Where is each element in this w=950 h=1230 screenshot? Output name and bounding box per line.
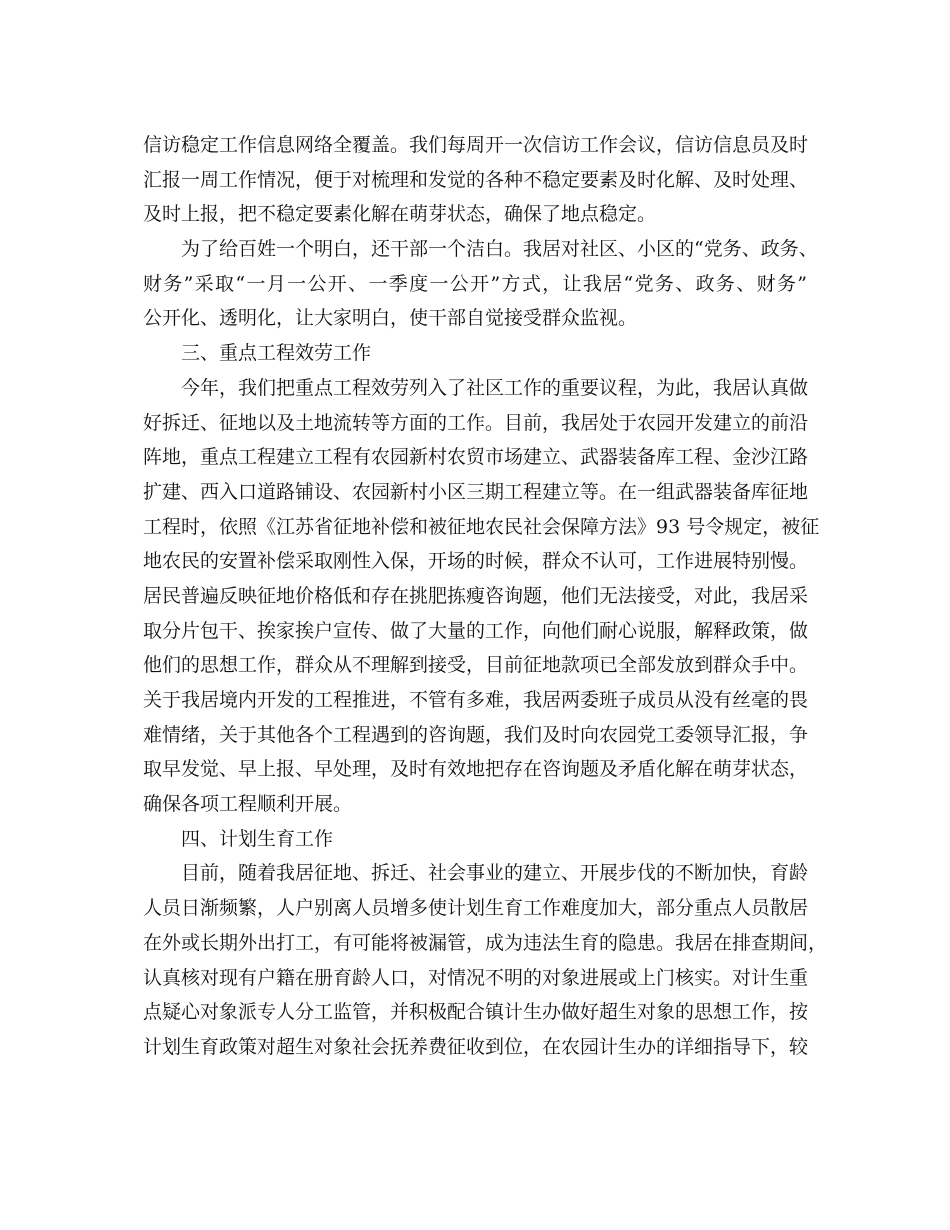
text-line: 工程时，依照《江苏省征地补偿和被征地农民社会保障方法》93 号令规定，被征	[143, 515, 820, 538]
text-line: 居民普遍反映征地价格低和存在挑肥拣瘦咨询题，他们无法接受，对此，我居采	[143, 584, 809, 607]
text-line: 认真核对现有户籍在册育龄人口，对情况不明的对象进展或上门核实。对计生重	[143, 966, 809, 989]
text-line: 财务”采取“一月一公开、一季度一公开”方式，让我居“党务、政务、财务”	[143, 272, 807, 295]
section-heading: 四、计划生育工作	[181, 827, 334, 850]
text-line: 地农民的安置补偿采取刚性入保，开场的时候，群众不认可，工作进展特别慢。	[143, 550, 809, 573]
text-line: 公开化、透明化，让大家明白，使干部自觉接受群众监视。	[143, 307, 638, 330]
section-heading: 三、重点工程效劳工作	[181, 342, 372, 365]
document-body	[143, 128, 828, 1065]
paragraph-first-line: 今年，我们把重点工程效劳列入了社区工作的重要议程，为此，我居认真做	[181, 376, 809, 399]
text-line: 他们的思想工作，群众从不理解到接受，目前征地款项已全部发放到群众手中。	[143, 654, 809, 677]
text-line: 确保各项工程顺利开展。	[143, 793, 353, 816]
text-line: 阵地，重点工程建立工程有农园新村农贸市场建立、武器装备库工程、金沙江路	[143, 446, 809, 469]
text-line: 取分片包干、挨家挨户宣传、做了大量的工作，向他们耐心说服，解释政策，做	[143, 619, 809, 642]
text-line: 点疑心对象派专人分工监管，并积极配合镇计生办做好超生对象的思想工作，按	[143, 1001, 809, 1024]
text-line: 及时上报，把不稳定要素化解在萌芽状态，确保了地点稳定。	[143, 203, 657, 226]
text-line: 在外或长期外出打工，有可能将被漏管，成为违法生育的隐患。我居在排查期间，	[143, 931, 828, 954]
paragraph-first-line: 目前，随着我居征地、拆迁、社会事业的建立、开展步伐的不断加快，育龄	[181, 862, 809, 885]
text-line: 难情绪，关于其他各个工程遇到的咨询题，我们及时向农园党工委领导汇报，争	[143, 723, 809, 746]
text-line: 信访稳定工作信息网络全覆盖。我们每周开一次信访工作会议，信访信息员及时	[143, 134, 809, 156]
text-line: 扩建、西入口道路铺设、农园新村小区三期工程建立等。在一组武器装备库征地	[143, 480, 809, 503]
text-line: 人员日渐频繁，人户别离人员增多使计划生育工作难度加大，部分重点人员散居	[143, 897, 809, 920]
text-line: 汇报一周工作情况，便于对梳理和发觉的各种不稳定要素及时化解、及时处理、	[143, 168, 809, 191]
text-line: 关于我居境内开发的工程推进，不管有多难，我居两委班子成员从没有丝毫的畏	[143, 689, 809, 711]
text-line: 好拆迁、征地以及土地流转等方面的工作。目前，我居处于农园开发建立的前沿	[143, 411, 809, 434]
text-line: 取早发觉、早上报、早处理，及时有效地把存在咨询题及矛盾化解在萌芽状态，	[143, 758, 809, 781]
text-line: 计划生育政策对超生对象社会抚养费征收到位，在农园计生办的详细指导下，较	[143, 1035, 809, 1058]
paragraph-first-line: 为了给百姓一个明白，还干部一个洁白。我居对社区、小区的“党务、政务、	[181, 238, 818, 261]
